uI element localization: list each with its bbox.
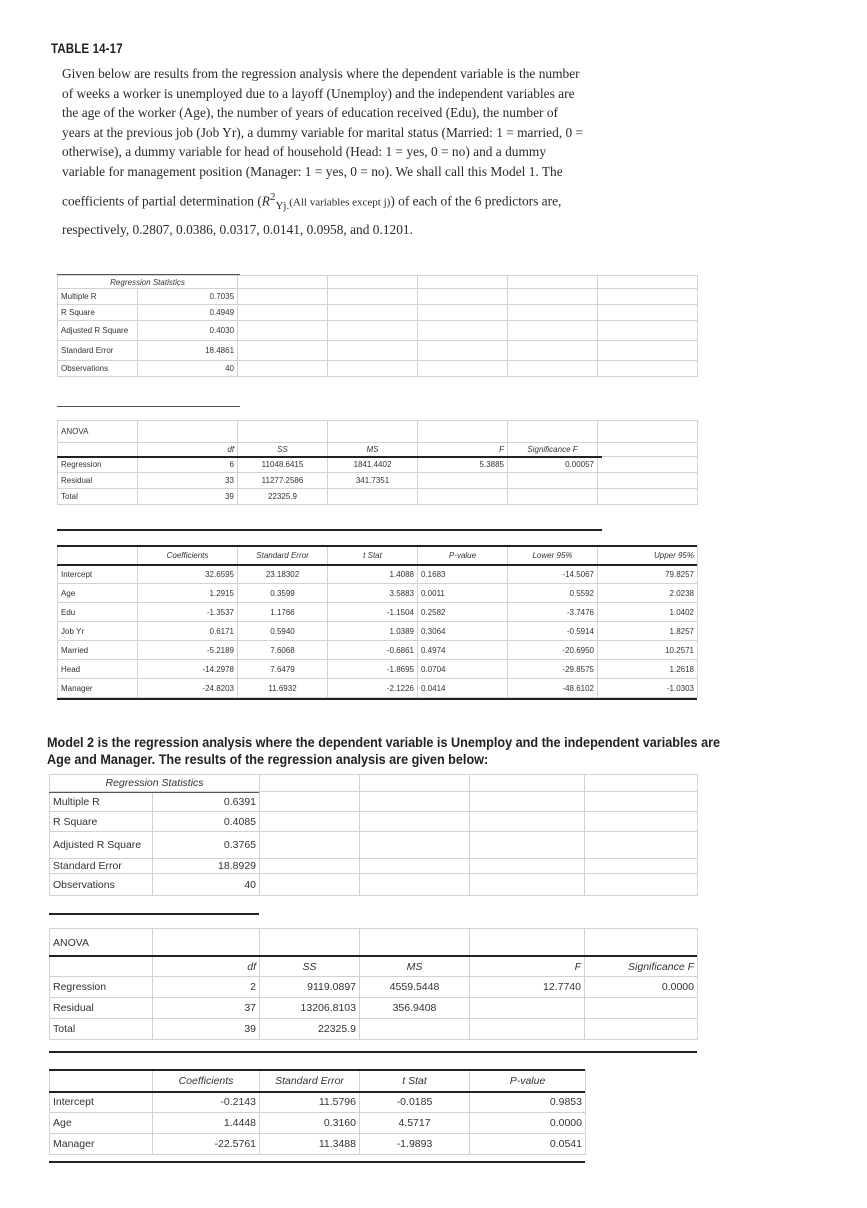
coef-cell: 79.8257 — [598, 565, 698, 584]
coef-cell: 0.5592 — [508, 584, 598, 603]
stat-label: Multiple R — [58, 289, 138, 305]
table-label: TABLE 14-17 — [51, 40, 123, 56]
r-symbol: R — [261, 193, 270, 209]
anova-header: df — [153, 957, 260, 977]
coef-row-label: Edu — [58, 603, 138, 622]
coef-row-label: Job Yr — [58, 622, 138, 641]
coef-cell: 11.5796 — [260, 1092, 360, 1113]
reg-stats-header: Regression Statistics — [58, 276, 238, 289]
anova-cell: 4559.5448 — [360, 977, 470, 998]
coef-cell: 2.0238 — [598, 584, 698, 603]
coef-cell: -1.0303 — [598, 679, 698, 698]
intro-line: of weeks a worker is unemployed due to a layoff (Unemploy) and the independent variables are — [62, 85, 575, 101]
anova-cell: 22325.9 — [238, 489, 328, 505]
model2-heading-line: Model 2 is the regression analysis where the dependent variable is Unemploy and the independent variables are — [47, 735, 721, 750]
coef-cell: 1.2618 — [598, 660, 698, 679]
coef-cell: 23.18302 — [238, 565, 328, 584]
coef-cell: -14.2978 — [138, 660, 238, 679]
anova-header: df — [138, 443, 238, 457]
rule — [57, 456, 602, 458]
intro-line: variable for management position (Manager: 1 = yes, 0 = no). We shall call this Model 1. The — [62, 163, 563, 179]
coef-cell: 1.0402 — [598, 603, 698, 622]
coef-cell: 7.6479 — [238, 660, 328, 679]
coef-cell: 11.3488 — [260, 1134, 360, 1155]
coef-row-label: Age — [58, 584, 138, 603]
anova-label: ANOVA — [50, 929, 153, 957]
intro-line: Given below are results from the regression analysis where the dependent variable is the number — [62, 66, 580, 81]
coef-header: P-value — [418, 547, 508, 565]
stat-label: Multiple R — [50, 792, 153, 812]
coef-cell: -1.3537 — [138, 603, 238, 622]
anova-cell: 1841.4402 — [328, 457, 418, 473]
anova-header: Significance F — [585, 957, 698, 977]
coef-cell: 0.2582 — [418, 603, 508, 622]
stat-value: 0.4949 — [138, 305, 238, 321]
model2-heading — [47, 734, 791, 768]
coef-header: Lower 95% — [508, 547, 598, 565]
coef-row-label: Head — [58, 660, 138, 679]
coef-cell: 0.0000 — [470, 1113, 586, 1134]
anova-cell: 33 — [138, 473, 238, 489]
anova-header: F — [418, 443, 508, 457]
stat-label: Adjusted R Square — [58, 321, 138, 341]
intro-text: coefficients of partial determination ( — [62, 193, 262, 209]
coef-header: Standard Error — [238, 547, 328, 565]
coef-cell: 0.5940 — [238, 622, 328, 641]
anova-row-label: Regression — [50, 977, 153, 998]
coef-cell: 1.1766 — [238, 603, 328, 622]
coef-cell: -2.1226 — [328, 679, 418, 698]
rule — [49, 1091, 585, 1093]
anova-header: MS — [360, 957, 470, 977]
anova-cell: 0.00057 — [508, 457, 598, 473]
anova-cell: 22325.9 — [260, 1019, 360, 1040]
coef-cell: -1.9893 — [360, 1134, 470, 1155]
coef-header: P-value — [470, 1071, 586, 1092]
coef-cell: 11.6932 — [238, 679, 328, 698]
coef-cell: -0.5914 — [508, 622, 598, 641]
coef-cell: 0.0541 — [470, 1134, 586, 1155]
stat-value: 0.4030 — [138, 321, 238, 341]
coef-header: Coefficients — [138, 547, 238, 565]
anova-cell: 6 — [138, 457, 238, 473]
coef-cell: 0.0011 — [418, 584, 508, 603]
rule — [49, 1069, 585, 1071]
stat-label: Standard Error — [50, 859, 153, 874]
anova-cell: 356.9408 — [360, 998, 470, 1019]
stat-label: R Square — [58, 305, 138, 321]
anova-cell: 37 — [153, 998, 260, 1019]
coef-cell: 1.2915 — [138, 584, 238, 603]
intro-line: respectively, 0.2807, 0.0386, 0.0317, 0.0141, 0.0958, and 0.1201. — [62, 222, 413, 238]
coef-header: Upper 95% — [598, 547, 698, 565]
coef-cell: -0.6861 — [328, 641, 418, 660]
rule — [57, 274, 240, 275]
coef-cell: 0.3064 — [418, 622, 508, 641]
coef-cell: 0.6171 — [138, 622, 238, 641]
coef-cell: -1.1504 — [328, 603, 418, 622]
intro-line: otherwise), a dummy variable for head of household (Head: 1 = yes, 0 = no) and a dummy — [62, 144, 547, 160]
coef-row-label: Married — [58, 641, 138, 660]
anova-row-label: Residual — [50, 998, 153, 1019]
model2-heading-line: Age and Manager. The results of the regression analysis are given below: — [47, 752, 489, 767]
coef-cell: -22.5761 — [153, 1134, 260, 1155]
rule — [57, 406, 240, 407]
stat-value: 18.8929 — [153, 859, 260, 874]
stat-value: 0.6391 — [153, 792, 260, 812]
coef-cell: 0.3599 — [238, 584, 328, 603]
anova-row-label: Total — [50, 1019, 153, 1040]
coef-row-label: Manager — [58, 679, 138, 698]
reg-stats-header: Regression Statistics — [50, 775, 260, 792]
stat-value: 0.3765 — [153, 832, 260, 859]
coef-cell: 0.9853 — [470, 1092, 586, 1113]
coef-cell: 1.4088 — [328, 565, 418, 584]
coef-cell: 1.4448 — [153, 1113, 260, 1134]
stat-label: Observations — [50, 874, 153, 896]
coef-cell: -24.8203 — [138, 679, 238, 698]
coef-cell: 0.1683 — [418, 565, 508, 584]
anova-cell: 13206.8103 — [260, 998, 360, 1019]
coef-cell: -0.0185 — [360, 1092, 470, 1113]
anova-cell: 341.7351 — [328, 473, 418, 489]
coef-header: Standard Error — [260, 1071, 360, 1092]
rule — [49, 1051, 697, 1053]
anova-cell: 2 — [153, 977, 260, 998]
anova-header: SS — [238, 443, 328, 457]
coef-cell: -20.6950 — [508, 641, 598, 660]
intro-line: the age of the worker (Age), the number of years of education received (Edu), the number of — [62, 105, 558, 121]
coef-cell: 32.6595 — [138, 565, 238, 584]
anova-cell: 11048.6415 — [238, 457, 328, 473]
model1-anova-table — [57, 420, 698, 505]
anova-cell: 39 — [153, 1019, 260, 1040]
coef-cell: 1.8257 — [598, 622, 698, 641]
stat-label: Standard Error — [58, 341, 138, 361]
intro-small-text: (All variables except j) — [289, 196, 391, 209]
model2-anova-table — [49, 928, 698, 1040]
coef-cell: 4.5717 — [360, 1113, 470, 1134]
anova-cell: 12.7740 — [470, 977, 585, 998]
model1-regression-statistics-table — [57, 275, 698, 377]
coef-cell: -1.8695 — [328, 660, 418, 679]
stat-value: 40 — [138, 361, 238, 377]
stat-value: 18.4861 — [138, 341, 238, 361]
anova-label: ANOVA — [58, 421, 138, 443]
model2-coefficients-table — [49, 1070, 586, 1155]
rule — [57, 545, 697, 547]
coef-row-label: Intercept — [50, 1092, 153, 1113]
rule — [57, 564, 697, 566]
anova-cell: 11277.2586 — [238, 473, 328, 489]
stat-value: 40 — [153, 874, 260, 896]
coef-cell: 0.0704 — [418, 660, 508, 679]
coef-cell: 1.0389 — [328, 622, 418, 641]
anova-row-label: Total — [58, 489, 138, 505]
coef-row-label: Intercept — [58, 565, 138, 584]
stat-value: 0.4085 — [153, 812, 260, 832]
intro-line — [62, 188, 742, 217]
r-superscript: 2 — [269, 190, 276, 203]
rule — [49, 1161, 585, 1163]
coef-cell: 0.3160 — [260, 1113, 360, 1134]
coef-cell: -48.6102 — [508, 679, 598, 698]
coef-cell: -29.8575 — [508, 660, 598, 679]
rule — [57, 698, 697, 700]
anova-row-label: Regression — [58, 457, 138, 473]
intro-paragraph — [62, 64, 742, 240]
anova-cell: 9119.0897 — [260, 977, 360, 998]
coef-cell: -3.7476 — [508, 603, 598, 622]
coef-row-label: Manager — [50, 1134, 153, 1155]
rule — [49, 955, 697, 957]
rule — [49, 913, 259, 915]
coef-header: t Stat — [360, 1071, 470, 1092]
coef-row-label: Age — [50, 1113, 153, 1134]
rule — [57, 529, 602, 531]
anova-cell: 5.3885 — [418, 457, 508, 473]
coef-header: t Stat — [328, 547, 418, 565]
coef-cell: 0.4974 — [418, 641, 508, 660]
intro-line: years at the previous job (Job Yr), a dummy variable for marital status (Married: 1 = married, 0 = — [62, 124, 584, 140]
coef-cell: 10.2571 — [598, 641, 698, 660]
anova-row-label: Residual — [58, 473, 138, 489]
coef-cell: 3.5883 — [328, 584, 418, 603]
coef-cell: -0.2143 — [153, 1092, 260, 1113]
anova-header: Significance F — [508, 443, 598, 457]
coef-cell: 0.0414 — [418, 679, 508, 698]
stat-label: R Square — [50, 812, 153, 832]
anova-cell: 0.0000 — [585, 977, 698, 998]
coef-header: Coefficients — [153, 1071, 260, 1092]
anova-header: MS — [328, 443, 418, 457]
anova-header: SS — [260, 957, 360, 977]
stat-label: Adjusted R Square — [50, 832, 153, 859]
stat-label: Observations — [58, 361, 138, 377]
model1-coefficients-table — [57, 546, 698, 698]
anova-header: F — [470, 957, 585, 977]
coef-cell: 7.6068 — [238, 641, 328, 660]
anova-cell: 39 — [138, 489, 238, 505]
rule — [49, 792, 259, 793]
stat-value: 0.7035 — [138, 289, 238, 305]
coef-cell: -5.2189 — [138, 641, 238, 660]
intro-text: ) of each of the 6 predictors are, — [390, 193, 562, 209]
r-subscript: Yj. — [275, 199, 290, 212]
coef-cell: -14.5067 — [508, 565, 598, 584]
